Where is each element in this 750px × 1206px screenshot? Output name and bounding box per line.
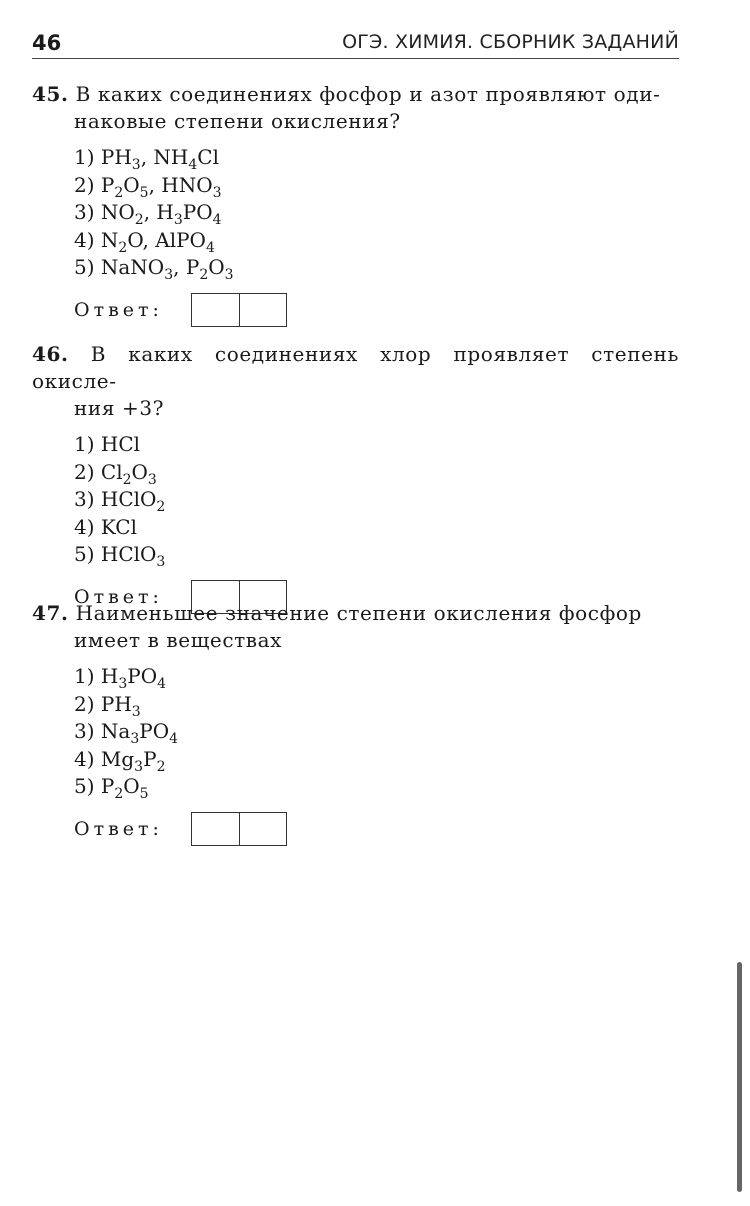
question-text: В каких соединениях хлор проявляет степень окисле- [32, 342, 679, 393]
option-3: 3) $NO_2$, $H_3PO_4$ [74, 200, 222, 228]
option-5: 5) $P_2O_5$ [74, 774, 149, 802]
answer-options [32, 663, 679, 801]
answer-options [32, 144, 679, 282]
answer-options [32, 431, 679, 569]
option-1: 1) HCl [74, 432, 141, 456]
scrollbar[interactable] [737, 962, 742, 1192]
running-title: ОГЭ. ХИМИЯ. СБОРНИК ЗАДАНИЙ [342, 31, 679, 53]
question-text: Наименьшее значение степени окисления фосфор [75, 601, 642, 625]
answer-cell-2[interactable] [239, 813, 287, 845]
option-3: 3) HClO$_2$ [74, 487, 166, 515]
question-text-continued: наковые степени окисления? [74, 109, 401, 133]
option-1: 1) $PH_3$, $NH_4Cl$ [74, 145, 219, 173]
question-number: 45. [32, 82, 69, 106]
option-4: 4) KCl [74, 514, 137, 539]
answer-row [32, 293, 679, 327]
answer-label: Ответ: [74, 817, 163, 840]
option-2: 2) $P_2O_5$, $HNO_3$ [74, 172, 222, 201]
page-number: 46 [32, 31, 62, 55]
option-3: 3) $Na_3PO_4$ [74, 719, 179, 747]
answer-box[interactable] [191, 293, 287, 327]
answer-cell-1[interactable] [192, 294, 239, 326]
option-5: 5) HClO$_3$ [74, 542, 166, 570]
option-2: 2) $Cl_2O_3$ [74, 459, 157, 488]
option-5: 5) NaNO$_3$, $P_2O_3$ [74, 255, 234, 283]
question-45 [32, 81, 679, 327]
option-4: 4) $N_2O$, AlPO$_4$ [74, 227, 215, 256]
option-2: 2) $PH_3$ [74, 691, 141, 720]
header-rule [32, 58, 679, 59]
option-1: 1) $H_3PO_4$ [74, 664, 167, 692]
question-47 [32, 600, 679, 846]
question-text-continued: имеет в веществах [74, 628, 283, 652]
answer-row [32, 812, 679, 846]
answer-box[interactable] [191, 812, 287, 846]
question-number: 46. [32, 342, 69, 366]
answer-label: Ответ: [74, 585, 163, 608]
answer-label: Ответ: [74, 298, 163, 321]
question-46 [32, 341, 679, 614]
question-number: 47. [32, 601, 69, 625]
answer-cell-2[interactable] [239, 294, 287, 326]
answer-cell-1[interactable] [192, 813, 239, 845]
question-text: В каких соединениях фосфор и азот проявляют оди- [75, 82, 661, 106]
option-4: 4) $Mg_3P_2$ [74, 746, 166, 775]
question-text-continued: ния +3? [74, 396, 165, 420]
